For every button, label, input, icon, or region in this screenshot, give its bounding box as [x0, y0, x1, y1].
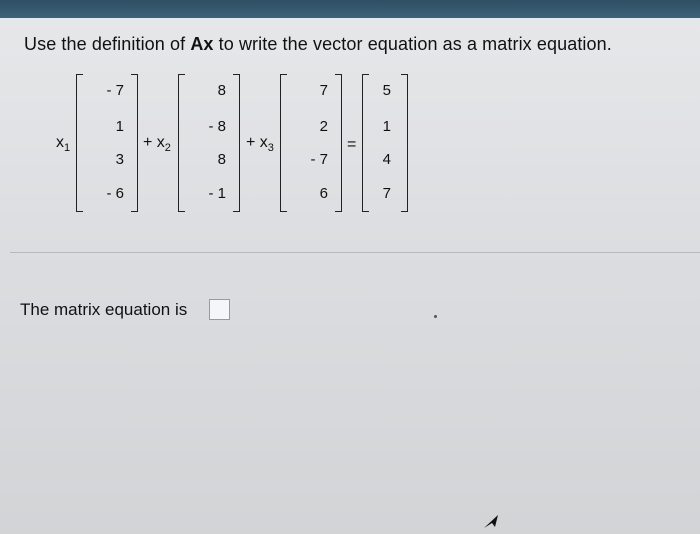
vector-2-entry-3: 8	[217, 151, 226, 168]
vector-3-entry-1: 7	[319, 82, 328, 99]
vector-1-entry-2: 1	[115, 118, 124, 135]
right-bracket	[131, 74, 138, 212]
answer-label: The matrix equation is	[20, 300, 188, 319]
mouse-cursor-icon	[482, 512, 500, 530]
vector-1-entry-1: - 7	[106, 82, 124, 99]
vector-2-entry-4: - 1	[208, 185, 226, 202]
equals-sign: =	[347, 136, 357, 153]
vector-3	[280, 74, 342, 212]
left-bracket	[76, 74, 83, 212]
left-bracket	[280, 74, 287, 212]
question-text: Use the definition of Ax to write the vector equation as a matrix equation.	[24, 34, 612, 54]
coefficient-x2: + $x_2$	[143, 134, 171, 155]
coefficient-x1: $x_1$	[56, 134, 71, 155]
vector-2	[178, 74, 240, 212]
right-bracket	[233, 74, 240, 212]
rhs-entry-1: 5	[382, 82, 391, 99]
vector-3-entry-3: - 7	[310, 151, 328, 168]
rhs-vector	[362, 74, 408, 212]
vector-1	[76, 74, 138, 212]
vector-3-entry-4: 6	[319, 185, 328, 202]
left-bracket	[362, 74, 369, 212]
left-bracket	[178, 74, 185, 212]
vector-1-entry-4: - 6	[106, 185, 124, 202]
stray-dot	[434, 315, 437, 318]
coefficient-x3: + $x_3$	[246, 134, 274, 155]
vector-3-entry-2: 2	[319, 118, 328, 135]
answer-input-box[interactable]	[209, 299, 230, 320]
vector-2-entry-1: 8	[217, 82, 226, 99]
vector-2-entry-2: - 8	[208, 118, 226, 135]
vector-1-entry-3: 3	[115, 151, 124, 168]
rhs-entry-4: 7	[382, 185, 391, 202]
right-bracket	[401, 74, 408, 212]
right-bracket	[335, 74, 342, 212]
vector-equation	[0, 0, 700, 240]
rhs-entry-2: 1	[382, 118, 391, 135]
section-divider	[10, 252, 700, 253]
rhs-entry-3: 4	[382, 151, 391, 168]
